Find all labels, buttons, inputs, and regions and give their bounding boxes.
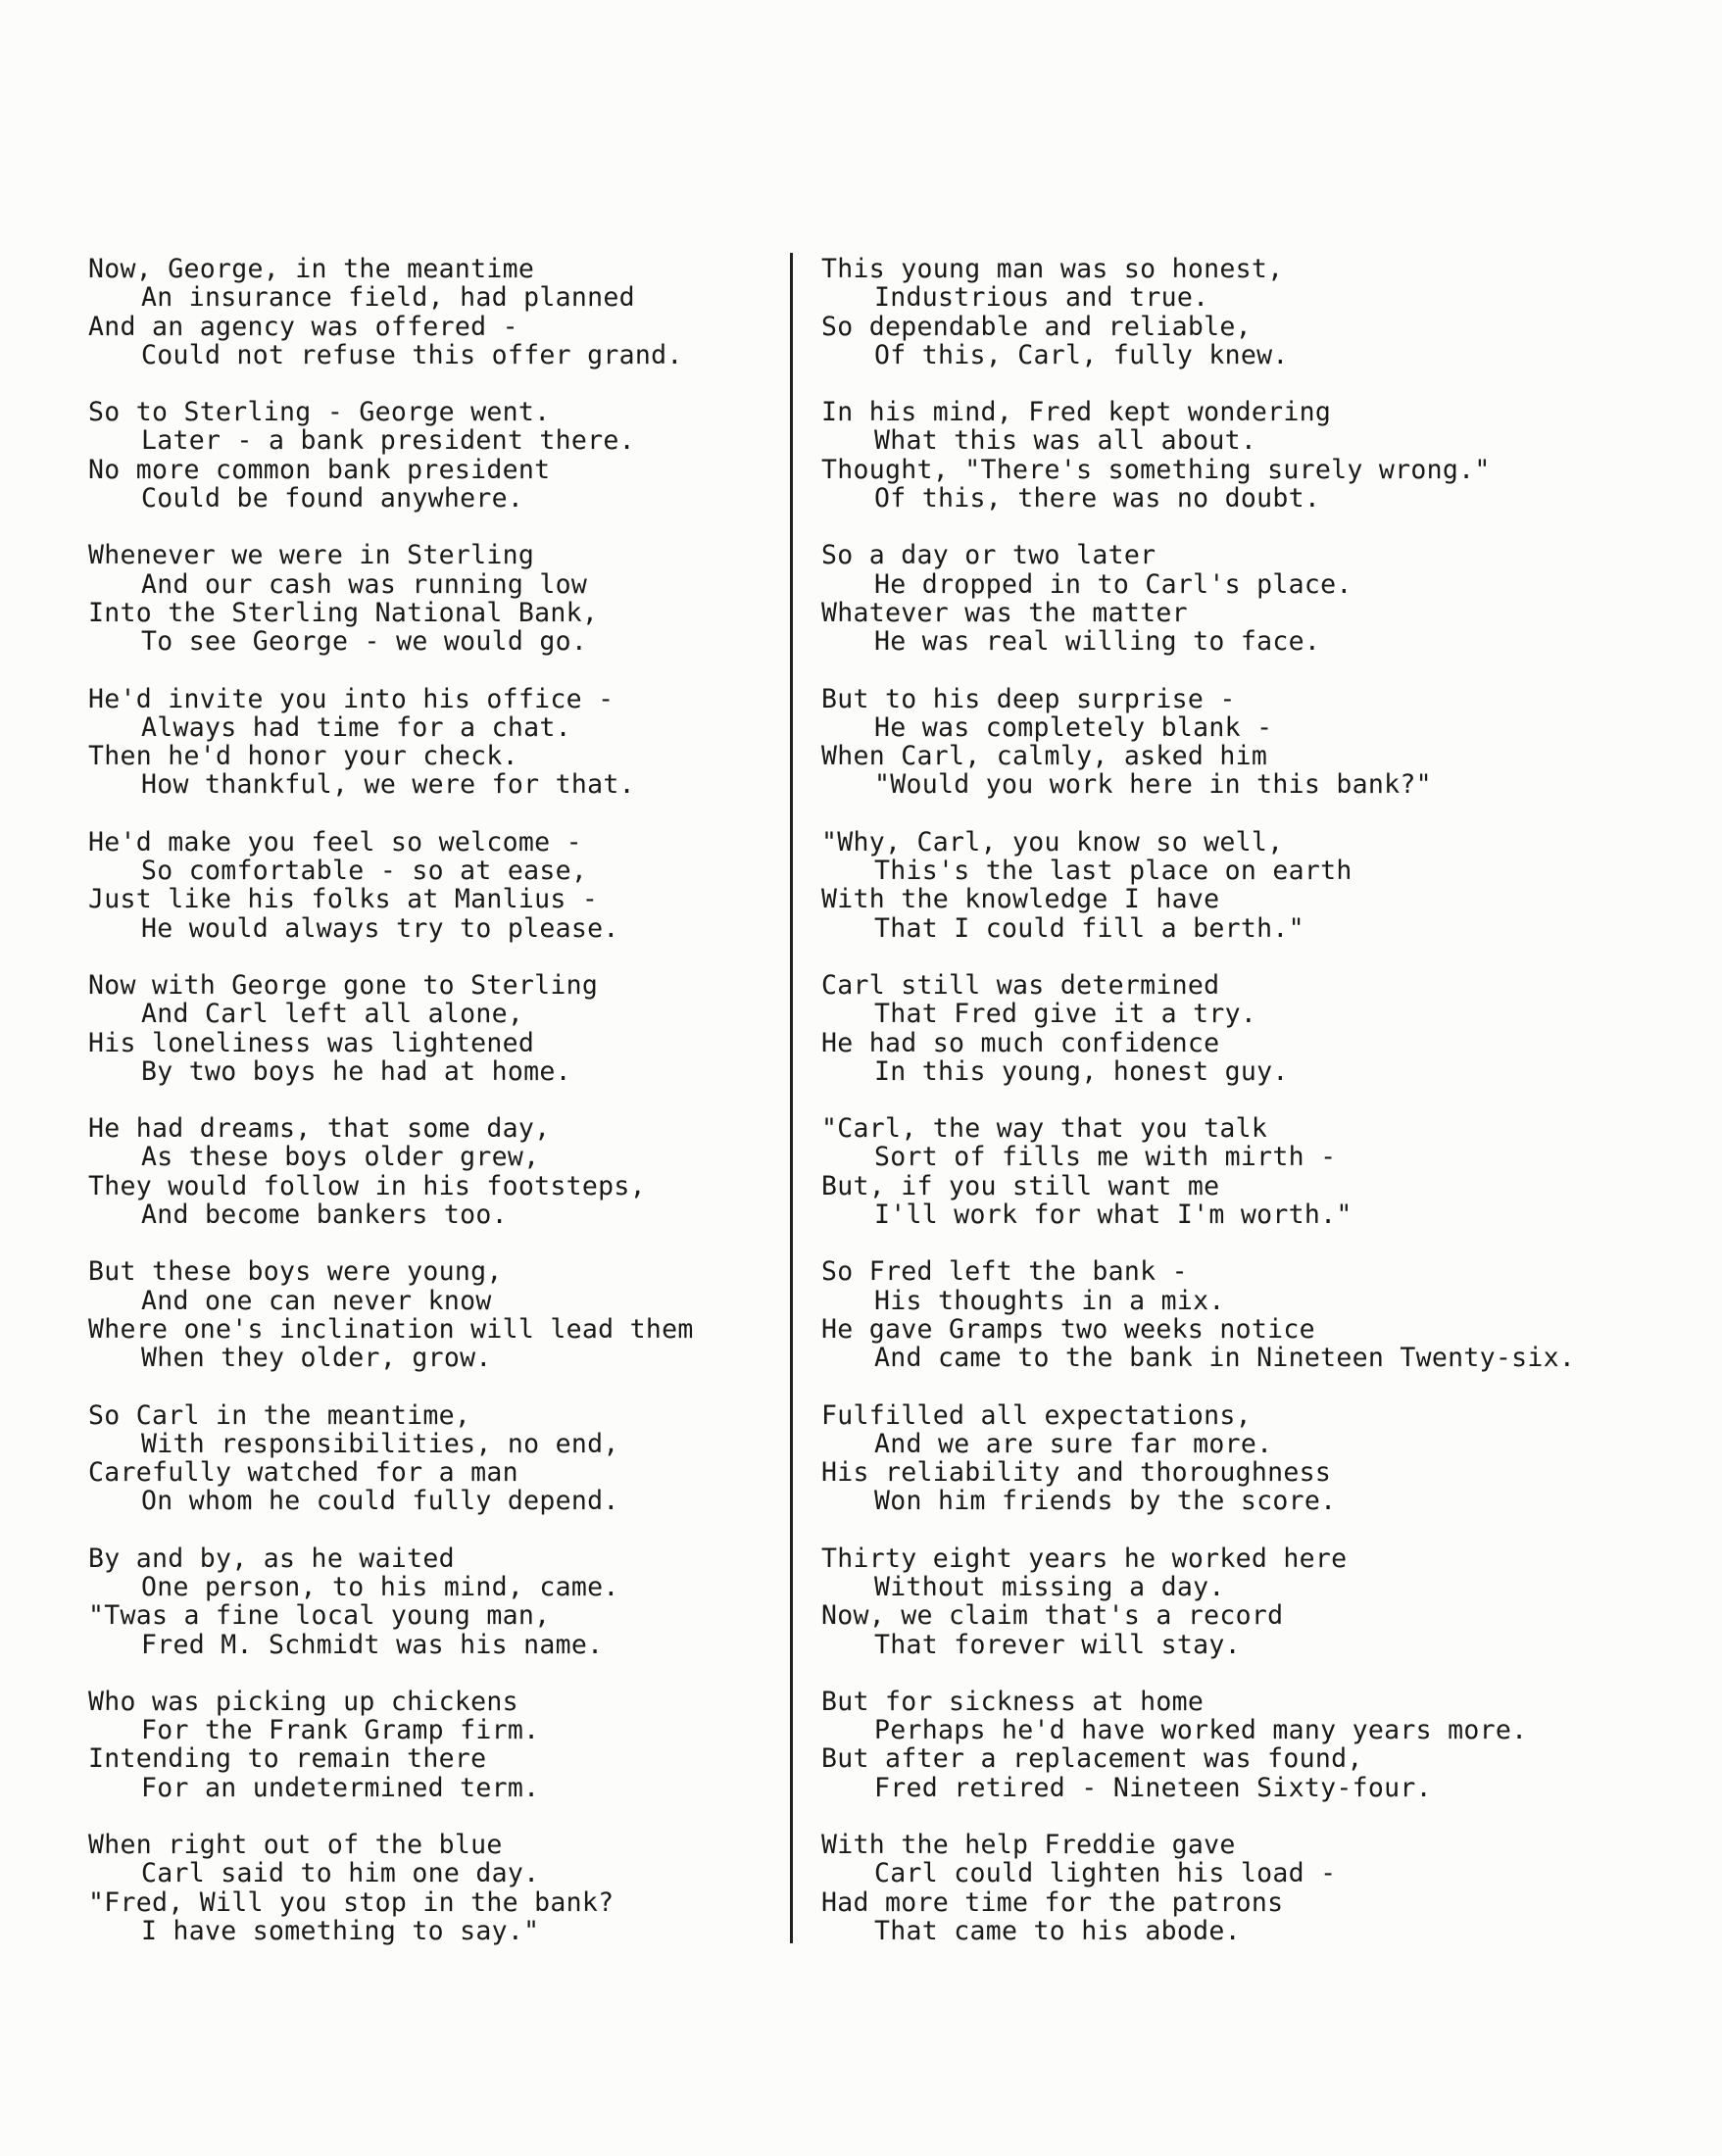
poem-line: Whenever we were in Sterling	[88, 540, 535, 571]
column-divider-line	[790, 253, 793, 1943]
poem-line: Into the Sterling National Bank,	[88, 597, 599, 628]
poem-line: On whom he could fully depend.	[141, 1486, 619, 1517]
stanza	[821, 541, 1684, 656]
poem-line: With responsibilities, no end,	[141, 1428, 619, 1459]
poem-line: As these boys older grew,	[141, 1142, 540, 1173]
poem-line: That I could fill a berth."	[874, 912, 1304, 944]
stanza	[821, 828, 1684, 943]
poem-line: Thirty eight years he worked here	[821, 1543, 1348, 1574]
poem-line: This young man was so honest,	[821, 254, 1284, 284]
poem-line: Later - a bank president there.	[141, 425, 635, 457]
poem-line: No more common bank president	[88, 454, 551, 485]
poem-line: Without missing a day.	[874, 1571, 1225, 1602]
poem-line: "Would you work here in this bank?"	[874, 769, 1432, 801]
poem-line: By two boys he had at home.	[141, 1055, 571, 1087]
poem-line: Now, George, in the meantime	[88, 254, 535, 284]
poem-line: To see George - we would go.	[141, 626, 588, 658]
poem-line: And came to the bank in Nineteen Twenty-six.	[874, 1343, 1576, 1374]
poem-line: One person, to his mind, came.	[141, 1571, 619, 1602]
poem-line: He gave Gramps two weeks notice	[821, 1313, 1315, 1345]
poem-line: With the help Freddie gave	[821, 1830, 1236, 1861]
poem-line: That Fred give it a try.	[874, 999, 1257, 1030]
poem-line: But after a replacement was found,	[821, 1743, 1363, 1775]
poem-line: And Carl left all alone,	[141, 999, 524, 1030]
poem-line: Perhaps he'd have worked many years more.	[874, 1715, 1528, 1746]
poem-line: I'll work for what I'm worth."	[874, 1200, 1353, 1231]
poem-line: "Why, Carl, you know so well,	[821, 826, 1284, 858]
stanza	[88, 971, 774, 1086]
poem-line: But, if you still want me	[821, 1170, 1220, 1201]
poem-line: In his mind, Fred kept wondering	[821, 397, 1332, 428]
poem-line: He'd invite you into his office -	[88, 683, 615, 714]
poem-line: "Twas a fine local young man,	[88, 1600, 551, 1632]
poem-line: By and by, as he waited	[88, 1543, 455, 1574]
poem-line: And an agency was offered -	[88, 311, 518, 342]
stanza	[88, 255, 774, 369]
poem-line: I have something to say."	[141, 1915, 540, 1946]
stanza	[88, 1114, 774, 1229]
poem-line: Where one's inclination will lead them	[88, 1313, 694, 1345]
stanza	[821, 1544, 1684, 1659]
poem-line: So a day or two later	[821, 540, 1156, 571]
poem-line: Carefully watched for a man	[88, 1457, 518, 1489]
stanza	[88, 828, 774, 943]
poem-line: Just like his folks at Manlius -	[88, 884, 599, 915]
stanza	[821, 255, 1684, 369]
poem-line: Of this, there was no doubt.	[874, 483, 1321, 514]
poem-line: With the knowledge I have	[821, 884, 1220, 915]
poem-line: Carl still was determined	[821, 969, 1220, 1001]
poem-line: Of this, Carl, fully knew.	[874, 339, 1289, 370]
stanza	[821, 1831, 1684, 1945]
poem-line: Won him friends by the score.	[874, 1486, 1337, 1517]
stanza	[88, 1257, 774, 1372]
stanza	[821, 685, 1684, 800]
poem-line: And become bankers too.	[141, 1200, 508, 1231]
poem-line: So dependable and reliable,	[821, 311, 1252, 342]
stanza	[821, 1257, 1684, 1372]
poem-line: And our cash was running low	[141, 568, 588, 600]
poem-line: Always had time for a chat.	[141, 711, 571, 743]
poem-line: Thought, "There's something surely wrong."	[821, 454, 1491, 485]
poem-line: So Fred left the bank -	[821, 1256, 1188, 1288]
poem-line: Fred M. Schmidt was his name.	[141, 1629, 604, 1660]
stanza	[88, 1831, 774, 1945]
poem-line: Could not refuse this offer grand.	[141, 339, 683, 370]
poem-line: An insurance field, had planned	[141, 282, 635, 314]
poem-line: Could be found anywhere.	[141, 483, 524, 514]
stanza	[88, 685, 774, 800]
poem-line: Whatever was the matter	[821, 597, 1188, 628]
poem-line: But to his deep surprise -	[821, 683, 1236, 714]
poem-line: So comfortable - so at ease,	[141, 856, 588, 887]
poem-line: Fred retired - Nineteen Sixty-four.	[874, 1772, 1432, 1803]
poem-line: For the Frank Gramp firm.	[141, 1715, 540, 1746]
poem-line: And we are sure far more.	[874, 1428, 1273, 1459]
stanza	[821, 1401, 1684, 1516]
poem-line: For an undetermined term.	[141, 1772, 540, 1803]
poem-line: In this young, honest guy.	[874, 1055, 1289, 1087]
poem-line: "Fred, Will you stop in the bank?	[88, 1886, 615, 1918]
poem-line: Who was picking up chickens	[88, 1686, 518, 1717]
poem-line: When right out of the blue	[88, 1830, 503, 1861]
stanza	[821, 398, 1684, 513]
poem-line: He had so much confidence	[821, 1027, 1220, 1058]
poem-line: But for sickness at home	[821, 1686, 1205, 1717]
poem-line: What this was all about.	[874, 425, 1257, 457]
poem-line: They would follow in his footsteps,	[88, 1170, 646, 1201]
poem-line: Now, we claim that's a record	[821, 1600, 1284, 1632]
poem-line: Then he'd honor your check.	[88, 741, 518, 772]
poem-line: He dropped in to Carl's place.	[874, 568, 1353, 600]
left-poem-column	[88, 255, 774, 1974]
poem-line: He was completely blank -	[874, 711, 1273, 743]
poem-line: Sort of fills me with mirth -	[874, 1142, 1337, 1173]
poem-line: But these boys were young,	[88, 1256, 503, 1288]
poem-line: So Carl in the meantime,	[88, 1399, 471, 1431]
poem-line: His reliability and thoroughness	[821, 1457, 1332, 1489]
poem-line: "Carl, the way that you talk	[821, 1113, 1268, 1145]
poem-line: He had dreams, that some day,	[88, 1113, 551, 1145]
stanza	[821, 1114, 1684, 1229]
poem-line: Carl said to him one day.	[141, 1858, 540, 1889]
stanza	[88, 1688, 774, 1802]
poem-line: That came to his abode.	[874, 1915, 1241, 1946]
poem-line: Industrious and true.	[874, 282, 1209, 314]
stanza	[88, 398, 774, 513]
poem-line: Now with George gone to Sterling	[88, 969, 599, 1001]
stanza	[821, 971, 1684, 1086]
right-poem-column	[821, 255, 1684, 1974]
poem-line: He would always try to please.	[141, 912, 619, 944]
poem-line: He'd make you feel so welcome -	[88, 826, 582, 858]
poem-line: This's the last place on earth	[874, 856, 1353, 887]
poem-line: When Carl, calmly, asked him	[821, 741, 1268, 772]
stanza	[821, 1688, 1684, 1802]
poem-line: He was real willing to face.	[874, 626, 1321, 658]
poem-line: Carl could lighten his load -	[874, 1858, 1337, 1889]
poem-line: Fulfilled all expectations,	[821, 1399, 1252, 1431]
poem-line: When they older, grow.	[141, 1343, 492, 1374]
stanza	[88, 541, 774, 656]
poem-line: How thankful, we were for that.	[141, 769, 635, 801]
stanza	[88, 1401, 774, 1516]
poem-line: That forever will stay.	[874, 1629, 1241, 1660]
poem-line: So to Sterling - George went.	[88, 397, 551, 428]
poem-line: And one can never know	[141, 1285, 492, 1316]
stanza	[88, 1544, 774, 1659]
poem-line: His thoughts in a mix.	[874, 1285, 1225, 1316]
poem-line: His loneliness was lightened	[88, 1027, 535, 1058]
poem-line: Intending to remain there	[88, 1743, 487, 1775]
poem-line: Had more time for the patrons	[821, 1886, 1284, 1918]
